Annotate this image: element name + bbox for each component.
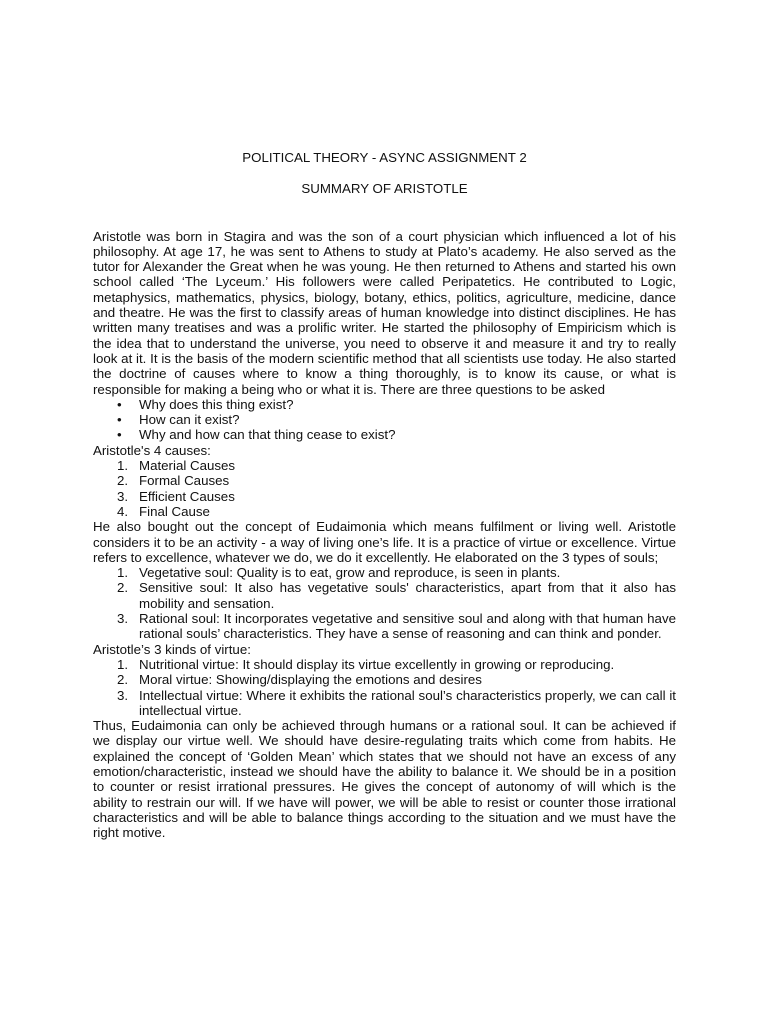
virtues-list: [93, 657, 676, 718]
bullet-icon: •: [117, 427, 122, 443]
causes-heading: Aristotle's 4 causes:: [93, 442, 211, 458]
intro-paragraph: Aristotle was born in Stagira and was the son of a court physician which influenced a lot of his philosophy. At age 17, he was sent to Athens to study at Plato’s academy. He also served as the tutor for Alexander the Great when he was young. He then returned to Athens and started his own school called ‘The Lyceum.’ His followers were called Peripatetics. He contributed to Logic, metaphysics, mathematics, physics, biology, botany, ethics, politics, agriculture, medicine, dance and theatre. He was the first to classify areas of human knowledge into distinct disciplines. He has written many treatises and was a prolific writer. He started the philosophy of Empiricism which is the idea that to understand the universe, you need to observe it and measure it and try to really look at it. It is the basis of the modern scientific method that all scientists use today. He also started the doctrine of causes where to know a thing thoroughly, is to know its cause, or what is responsible for making a being who or what it is. There are three questions to be asked: [93, 228, 676, 397]
conclusion-paragraph: Thus, Eudaimonia can only be achieved through humans or a rational soul. It can be achieved if we display our virtue well. We should have desire-regulating traits which come from habits. He explained the concept of ‘Golden Mean’ which states that we should not have an excess of any emotion/characteristic, instead we should have the ability to balance it. We should be in a position to counter or resist irrational pressures. He gives the concept of autonomy of will which is the ability to restrain our will. If we have will power, we will be able to resist or counter those irrational characteristics and will be able to balance things according to the situation and we must have the right motive.: [93, 718, 676, 841]
eudaimonia-paragraph: He also bought out the concept of Eudaimonia which means fulfilment or living well. Aristotle considers it to be an activity - a way of living one’s life. It is a practice of virtue or excellence. Virtue refers to excellence, whatever we do, we do it excellently. He elaborated on the 3 types of souls;: [93, 519, 676, 565]
list-item: 2. Moral virtue: Showing/displaying the emotions and desires: [117, 672, 482, 688]
list-item: 3. Intellectual virtue: Where it exhibits the rational soul’s characteristics properly, we can call it intellectual virtue.: [117, 687, 676, 718]
bullet-icon: •: [117, 396, 122, 412]
list-item: 1. Material Causes: [117, 458, 236, 474]
document-subtitle: SUMMARY OF ARISTOTLE: [301, 181, 468, 197]
list-item: 2. Formal Causes: [117, 473, 230, 489]
list-item: 1. Nutritional virtue: It should display its virtue excellently in growing or reproducing.: [117, 656, 615, 672]
list-item: • Why and how can that thing cease to exist?: [117, 427, 396, 443]
list-item: 4. Final Cause: [117, 503, 210, 519]
bullet-icon: •: [117, 412, 122, 428]
causes-list: [93, 458, 676, 519]
document-page: [93, 150, 676, 840]
list-item: 3. Rational soul: It incorporates vegetative and sensitive soul and along with that human have rational souls’ characteristics. They have a sense of reasoning and can think and ponder.: [117, 611, 676, 642]
list-item: • Why does this thing exist?: [117, 396, 294, 412]
souls-list: [93, 565, 676, 641]
list-item: 1. Vegetative soul: Quality is to eat, grow and reproduce, is seen in plants.: [117, 565, 561, 581]
document-title: POLITICAL THEORY - ASYNC ASSIGNMENT 2: [242, 150, 527, 165]
list-item: 3. Efficient Causes: [117, 488, 235, 504]
list-item: 2. Sensitive soul: It also has vegetative souls' characteristics, apart from that it also has mobility and sensation.: [117, 580, 676, 611]
questions-list: [93, 397, 676, 443]
list-item: • How can it exist?: [117, 412, 240, 428]
virtue-heading: Aristotle’s 3 kinds of virtue:: [93, 641, 251, 657]
